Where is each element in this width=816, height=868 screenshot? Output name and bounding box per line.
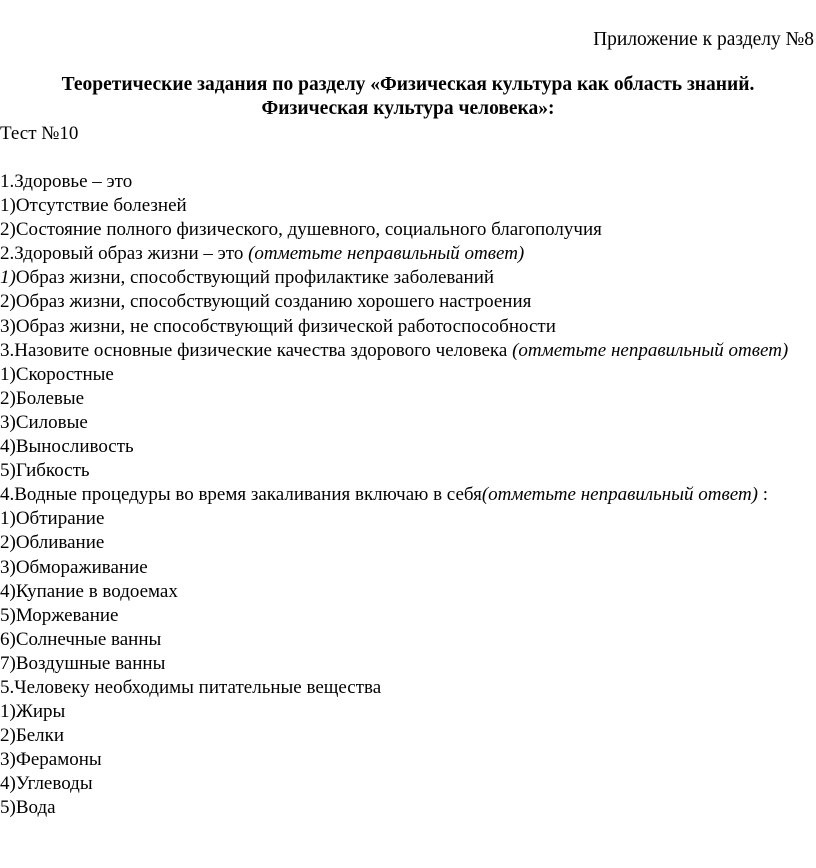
answer-4-4: [0, 580, 812, 604]
answer-number: 1): [0, 363, 16, 385]
document-title: [0, 73, 816, 121]
answer-number: 3): [0, 749, 16, 771]
answer-number: 4): [0, 773, 16, 795]
answer-text: Выносливость: [15, 436, 134, 458]
answer-text: Отсутствие болезней: [15, 195, 187, 217]
answer-number: 2): [0, 219, 16, 241]
question-1: [0, 170, 812, 194]
answer-text: Болевые: [15, 387, 85, 409]
question-suffix: :: [758, 484, 769, 506]
answer-number: 4): [0, 580, 16, 602]
answer-number: 2): [0, 532, 16, 554]
answer-3-5: [0, 459, 812, 483]
question-3: [0, 339, 812, 363]
answer-text: Углеводы: [15, 773, 93, 795]
question-5: [0, 676, 812, 700]
answer-4-2: [0, 531, 812, 555]
answer-text: Купание в водоемах: [15, 580, 178, 602]
answer-number: 2): [0, 387, 16, 409]
question-4: [0, 483, 812, 507]
answer-5-5: [0, 796, 812, 820]
answer-5-2: [0, 724, 812, 748]
answer-4-5: [0, 604, 812, 628]
answer-1-2: [0, 218, 812, 242]
title-line-1: Теоретические задания по разделу «Физическая культура как область знаний.: [61, 74, 755, 95]
question-2: [0, 242, 812, 266]
answer-text: Обмораживание: [15, 556, 148, 578]
answer-number: 1): [0, 195, 16, 217]
answer-number: 6): [0, 628, 16, 650]
question-note: (отметьте неправильный ответ): [512, 339, 789, 361]
answer-2-1: [0, 266, 812, 290]
answer-number: 1): [0, 701, 16, 723]
answer-text: Моржевание: [15, 604, 119, 626]
answer-text: Воздушные ванны: [15, 652, 166, 674]
answer-5-3: [0, 748, 812, 772]
answer-number: 1): [0, 267, 16, 289]
answer-number: 7): [0, 652, 16, 674]
answer-2-3: [0, 315, 812, 339]
answer-number: 2): [0, 725, 16, 747]
answer-text: Образ жизни, не способствующий физической работоспособности: [15, 315, 556, 337]
question-text: 2.Здоровый образ жизни – это: [0, 243, 249, 265]
answer-number: 4): [0, 436, 16, 458]
answer-text: Образ жизни, способствующий созданию хорошего настроения: [15, 291, 532, 313]
answer-text: Вода: [15, 797, 56, 819]
answer-2-2: [0, 290, 812, 314]
answer-1-1: [0, 194, 812, 218]
title-line-2: Физическая культура человека»:: [261, 98, 555, 119]
answer-5-1: [0, 700, 812, 724]
answer-text: Солнечные ванны: [15, 628, 162, 650]
answer-text: Обтирание: [15, 508, 105, 530]
answer-number: 3): [0, 556, 16, 578]
answer-text: Ферамоны: [15, 749, 102, 771]
answer-3-4: [0, 435, 812, 459]
appendix-label: Приложение к разделу №8: [593, 29, 814, 50]
answer-text: Гибкость: [15, 460, 90, 482]
answer-3-3: [0, 411, 812, 435]
answer-5-4: [0, 772, 812, 796]
answer-3-2: [0, 387, 812, 411]
answer-3-1: [0, 363, 812, 387]
answer-number: 5): [0, 604, 16, 626]
answer-text: Образ жизни, способствующий профилактике заболеваний: [15, 267, 495, 289]
answer-4-7: [0, 652, 812, 676]
question-note: (отметьте неправильный ответ): [481, 484, 758, 506]
answer-4-6: [0, 628, 812, 652]
answer-number: 3): [0, 411, 16, 433]
test-number: Тест №10: [0, 123, 79, 144]
answer-4-3: [0, 556, 812, 580]
answer-text: Белки: [15, 725, 65, 747]
answer-text: Состояние полного физического, душевного, социального благополучия: [15, 219, 602, 241]
question-text: 4.Водные процедуры во время закаливания включаю в себя: [0, 484, 482, 506]
answer-number: 5): [0, 460, 16, 482]
answer-4-1: [0, 507, 812, 531]
answer-text: Обливание: [15, 532, 105, 554]
answer-text: Скоростные: [15, 363, 114, 385]
question-text: 5.Человеку необходимы питательные вещества: [0, 676, 382, 698]
answer-number: 5): [0, 797, 16, 819]
questions-list: [0, 170, 812, 821]
question-text: 3.Назовите основные физические качества здорового человека: [0, 339, 513, 361]
question-note: (отметьте неправильный ответ): [248, 243, 525, 265]
answer-text: Жиры: [15, 701, 66, 723]
answer-number: 3): [0, 315, 16, 337]
question-text: 1.Здоровье – это: [0, 171, 133, 192]
answer-number: 1): [0, 508, 16, 530]
answer-number: 2): [0, 291, 16, 313]
answer-text: Силовые: [15, 411, 88, 433]
